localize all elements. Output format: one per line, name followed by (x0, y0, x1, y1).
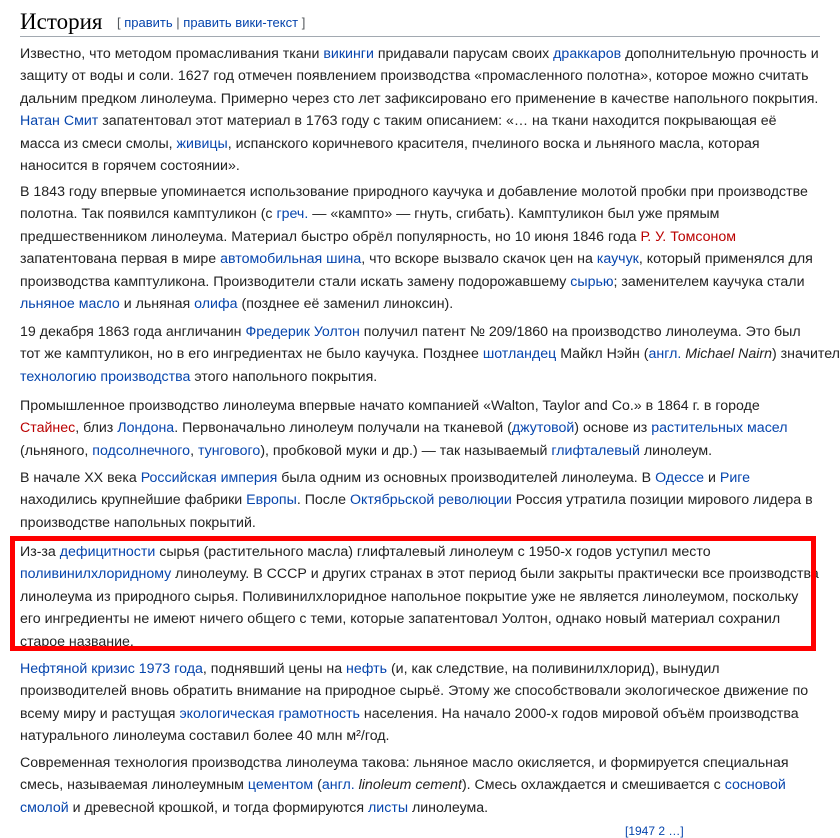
p2-line-2 (20, 203, 825, 225)
text: , который применялся для (638, 251, 813, 268)
p2-line-6 (20, 293, 825, 315)
text: , (190, 442, 198, 459)
text: сырья (растительного масла) глифталевый линолеум с 1950-х годов уступил место (155, 544, 711, 560)
text: всему миру и растущая (20, 705, 180, 722)
link-ekologicheskaya-gramotnost[interactable]: экологическая грамотность (179, 705, 360, 722)
link-neftyanoy-krizis[interactable]: Нефтяной кризис 1973 года (20, 661, 203, 677)
text: была одним из основных производителей линолеума. В (277, 470, 656, 486)
cut-off-caption: [1947 2 …] (625, 824, 684, 838)
text: Известно, что методом промасливания ткани (20, 46, 324, 62)
paragraph-1 (20, 43, 825, 177)
text: получил патент № 209/1860 на производство линолеума. Это был (359, 324, 801, 340)
text: и (704, 470, 720, 486)
link-angl[interactable]: англ. (648, 346, 682, 363)
text: (позднее её заменил линоксин). (237, 296, 454, 313)
link-podsolnechnogo[interactable]: подсолнечного (92, 442, 191, 459)
link-oktyabrskaya-revolyutsiya[interactable]: Октябрьской революции (350, 492, 512, 509)
p7-line-3 (20, 703, 825, 725)
paragraph-4 (20, 395, 825, 462)
text: этого напольного покрытия. (190, 368, 378, 385)
link-tekhnologiya-proizvodstva[interactable]: технологию производства (20, 368, 191, 385)
text: ; заменителем каучука стали (613, 273, 805, 290)
link-tsement[interactable]: цементом (247, 777, 314, 794)
p6-line-5: старое название. (20, 633, 134, 650)
link-dzhutovoy[interactable]: джутовой (511, 420, 575, 437)
text: ), пробковой муки и др.) — так называемый (260, 442, 552, 459)
p2-line-1: В 1843 году впервые упоминается использование природного каучука и добавление молотой пробки при производстве (20, 184, 808, 200)
text: масса из смеси смолы, (20, 135, 177, 152)
redlink-tomson[interactable]: Р. У. Томсоном (640, 228, 737, 245)
p1-line-5 (20, 133, 825, 155)
p3-line-1 (20, 321, 825, 343)
text: линолеума. (408, 799, 489, 816)
p1-line-2: защиту от воды и соли. 1627 год отмечен появлением производства «промасленного полотна», которое можно считать (20, 68, 809, 85)
link-zhivitsy[interactable]: живицы (176, 135, 228, 152)
foreign-term: linoleum cement (358, 777, 462, 794)
text: линолеуму. В СССР и других странах в этот период были закрыты практически все производства (171, 566, 819, 583)
link-frederik-uolton[interactable]: Фредерик Уолтон (245, 324, 360, 340)
text: ) значител (772, 346, 840, 363)
text: . Первоначально линолеум получали на тканевой ( (174, 420, 512, 437)
link-olifa[interactable]: олифа (194, 296, 238, 313)
link-evropa[interactable]: Европы (246, 492, 297, 509)
p6-line-4: его ингредиенты не имеют ничего общего с теми, которые запатентовал Уолтон, однако новый материал сохранил (20, 611, 781, 628)
p1-line-4 (20, 110, 825, 132)
link-vikingi[interactable]: викинги (323, 46, 374, 62)
link-riga[interactable]: Риге (719, 470, 751, 486)
link-odessa[interactable]: Одессе (655, 470, 705, 486)
text: линолеум. (639, 442, 713, 459)
text: ( (313, 777, 322, 794)
text: и древесной крошкой, и тогда формируются (68, 799, 369, 816)
p2-line-3 (20, 226, 825, 248)
link-neft[interactable]: нефть (346, 661, 388, 677)
p3-line-3 (20, 366, 825, 388)
paragraph-8 (20, 752, 825, 819)
text: дополнительную прочность и (621, 46, 819, 62)
link-lnyanoe-maslo[interactable]: льняное масло (20, 296, 120, 313)
p6-line-1 (20, 541, 825, 563)
p8-line-1: Современная технология производства линолеума такова: льняное масло окисляется, и формируется специальная (20, 755, 789, 771)
edit-link[interactable]: править (124, 15, 173, 30)
text: придавали парусам своих (373, 46, 554, 62)
link-gliftalevyy[interactable]: глифталевый (551, 442, 640, 459)
text: тот же камптуликон, но в его ингредиентах не было каучука. Позднее (20, 346, 483, 363)
text: — «кампто» — гнуть, сгибать). Камптуликон был уже прямым (308, 206, 720, 223)
text: , что вскоре вызвало скачок цен на (361, 251, 597, 268)
p5-line-2 (20, 489, 825, 511)
p1-line-3: дальним предком линолеума. Примерно через сто лет зафиксировано его применение в качестве напольного покрытия. (20, 90, 819, 107)
p5-line-1 (20, 467, 825, 489)
link-london[interactable]: Лондона (117, 420, 175, 437)
text: , близ (75, 420, 118, 437)
p7-line-1 (20, 658, 825, 680)
text: населения. На начало 2000-х годов мировой объём производства (359, 705, 799, 722)
p2-line-4 (20, 248, 825, 270)
p3-line-2 (20, 343, 840, 365)
text: (и, как следствие, на поливинилхлорид), вынудил (387, 661, 720, 677)
foreign-name: Michael Nairn (685, 346, 772, 363)
paragraph-3 (20, 321, 840, 388)
link-angl-2[interactable]: англ. (321, 777, 355, 794)
text: Майкл Нэйн ( (556, 346, 649, 363)
text: смесь, называемая линолеумным (20, 777, 248, 794)
section-heading (20, 6, 820, 37)
link-tungovogo[interactable]: тунгового (197, 442, 261, 459)
text: , поднявший цены на (202, 661, 347, 677)
text: и льняная (119, 296, 195, 313)
p4-line-1: Промышленное производство линолеума впервые начато компанией «Walton, Taylor and Co.» в 1864 г. в городе (20, 398, 760, 414)
bracket-close: ] (301, 15, 306, 30)
text: 19 декабря 1863 года англичанин (20, 324, 246, 340)
paragraph-2 (20, 181, 825, 315)
link-avtomobilnaya-shina[interactable]: автомобильная шина (220, 251, 362, 268)
text: (льняного, (20, 442, 93, 459)
edit-section-links (117, 15, 305, 31)
text: предшественником линолеума. Материал быстро обрёл популярность, но 10 июня 1846 года (20, 228, 641, 245)
link-smoloy[interactable]: смолой (20, 799, 69, 816)
p8-line-3 (20, 797, 825, 819)
link-defitsitnost[interactable]: дефицитности (59, 544, 156, 560)
p8-line-2 (20, 774, 825, 796)
link-polivinilkhlorid[interactable]: поливинилхлоридному (20, 566, 172, 583)
link-drakkary[interactable]: драккаров (553, 46, 622, 62)
text: запатентована первая в мире (20, 251, 221, 268)
link-natan-smit[interactable]: Натан Смит (20, 113, 99, 130)
text: ) основе из (574, 420, 652, 437)
edit-separator: | (176, 15, 180, 30)
text: находились крупнейшие фабрики (20, 492, 247, 509)
p6-line-2 (20, 563, 825, 585)
link-syryu[interactable]: сырью (570, 273, 614, 290)
link-sosnovoy[interactable]: сосновой (724, 777, 786, 794)
link-kauchuk[interactable]: каучук (596, 251, 639, 268)
bracket-open: [ (117, 15, 121, 30)
p6-line-3: линолеума из природного сырья. Поливинилхлоридное напольное покрытие уже не является линолеумом, поскольку (20, 588, 799, 605)
p4-line-2 (20, 417, 825, 439)
p1-line-6: наносится в горячем состоянии». (20, 158, 240, 175)
link-listy[interactable]: листы (368, 799, 409, 816)
text: запатентовал этот материал в 1763 году с таким описанием: «… на ткани находится покрывающая её (98, 113, 777, 130)
paragraph-7 (20, 658, 825, 748)
paragraph-6 (20, 541, 825, 653)
edit-wikitext-link[interactable]: править вики-текст (183, 15, 299, 30)
link-rossiyskaya-imperiya[interactable]: Российская империя (140, 470, 278, 486)
link-rastitelnykh-masel[interactable]: растительных масел (651, 420, 788, 437)
text: Из-за (20, 544, 60, 560)
p5-line-3: производстве напольных покрытий. (20, 514, 256, 531)
p1-line-1 (20, 43, 825, 65)
text: производства камптуликона. Производители стали искать замену подорожавшему (20, 273, 571, 290)
link-grech[interactable]: греч. (276, 206, 309, 223)
text: . После (296, 492, 351, 509)
p7-line-4: натурального линолеума составил более 40 млн м²/год. (20, 728, 390, 745)
section-title: История (20, 9, 103, 34)
text: В начале XX века (20, 470, 141, 486)
redlink-staynes[interactable]: Стайнес (20, 420, 76, 437)
text: ). Смесь охлаждается и смешивается с (461, 777, 725, 794)
p2-line-5 (20, 271, 825, 293)
p7-line-2: производителей вновь обратить внимание на природное сырьё. Этому же способствовали экологическое движение по (20, 683, 809, 700)
link-shotlandets[interactable]: шотландец (482, 346, 557, 363)
text: Россия утратила позиции мирового лидера в (511, 492, 813, 509)
text: , испанского коричневого красителя, пчелиного воска и льняного масла, которая (227, 135, 760, 152)
p4-line-3 (20, 440, 825, 462)
text: полотна. Так появился камптуликон (с (20, 206, 277, 223)
paragraph-5 (20, 467, 825, 534)
